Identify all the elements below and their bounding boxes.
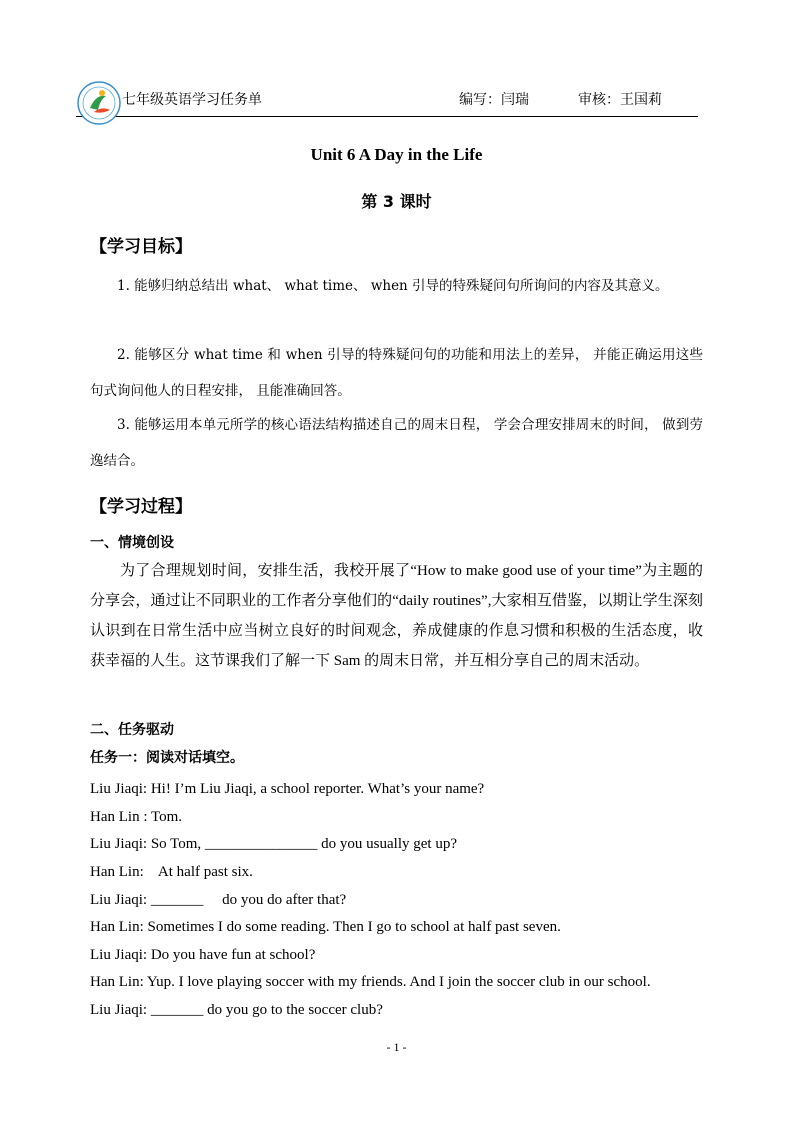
goal-item: 1. 能够归纳总结出 what、 what time、 when 引导的特殊疑问句所询问的内容及其意义。 <box>117 278 669 294</box>
dialog-line: Han Lin : Tom. <box>90 809 182 825</box>
dialog-line: Han Lin: Sometimes I do some reading. Then I go to school at half past seven. <box>90 919 561 935</box>
part-heading: 一、情境创设 <box>90 535 174 551</box>
author-label: 编写：闫瑞 <box>459 92 529 108</box>
reviewer-label: 审核：王国莉 <box>578 92 662 108</box>
dialog-line: Han Lin: Yup. I love playing soccer with my friends. And I join the soccer club in our school. <box>90 974 651 990</box>
goals-heading: 【学习目标】 <box>90 237 192 257</box>
dialog-line: Liu Jiaqi: Hi! I’m Liu Jiaqi, a school reporter. What’s your name? <box>90 781 485 797</box>
dialog-line: Han Lin: At half past six. <box>90 864 253 880</box>
part-heading: 二、任务驱动 <box>90 722 174 738</box>
unit-title: Unit 6 A Day in the Life <box>310 145 483 164</box>
process-heading: 【学习过程】 <box>90 497 192 517</box>
dialog-line: Liu Jiaqi: Do you have fun at school? <box>90 947 316 963</box>
task-heading: 任务一：阅读对话填空。 <box>90 750 244 766</box>
goal-item: 2. 能够区分 what time 和 when 引导的特殊疑问句的功能和用法上的差异， 并能正确运用这些句式询问他人的日程安排， 且能准确回答。 <box>90 347 703 399</box>
dialog-line: Liu Jiaqi: _______ do you do after that? <box>90 892 347 908</box>
dialog-line: Liu Jiaqi: _______ do you go to the soccer club? <box>90 1002 383 1018</box>
page-number: - 1 - <box>386 1040 407 1054</box>
goal-item: 3. 能够运用本单元所学的核心语法结构描述自己的周末日程， 学会合理安排周末的时间， 做到劳逸结合。 <box>90 417 703 469</box>
lesson-title: 第 3 课时 <box>361 192 432 211</box>
school-logo-icon <box>76 80 122 126</box>
dialog-line: Liu Jiaqi: So Tom, _______________ do you usually get up? <box>90 836 457 852</box>
page-header <box>76 80 698 117</box>
intro-paragraph: 为了合理规划时间，安排生活，我校开展了“How to make good use of your time”为主题的分享会，通过让不同职业的工作者分享他们的“daily routines”,大家相互借鉴，以期让学生深刻认识到在日常生活中应当树立良好的时间观念，养成健康的作息习惯和积极的生活态度，收获幸福的人生。这节课我们了解一下 Sam 的周末日常，并互相分享自己的周末活动。 <box>90 563 703 669</box>
worksheet-title: 七年级英语学习任务单 <box>122 92 262 108</box>
